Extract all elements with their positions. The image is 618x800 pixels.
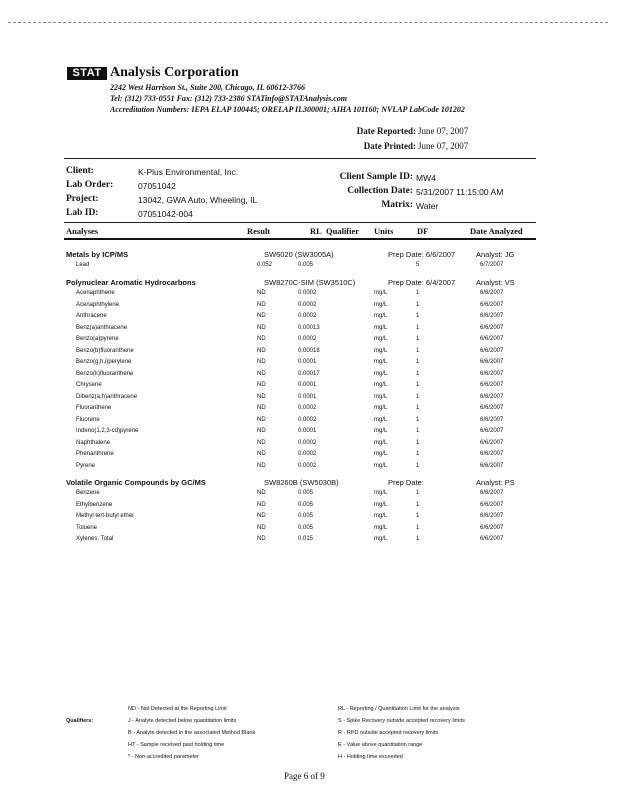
date-analyzed-value: 6/6/2007 [480, 536, 504, 542]
section-analyst: Analyst: VS [476, 278, 515, 287]
section-name: Polynuclear Aromatic Hydrocarbons [66, 278, 196, 287]
units-value: mg/L [374, 324, 388, 331]
result-value: ND [257, 370, 266, 377]
analyte-name: Anthracene [76, 313, 107, 319]
units-value: mg/L [374, 462, 388, 469]
qualifier-legend-item: B - Analyte detected in the associated Method Blank [128, 730, 256, 736]
rl-value: 0.0002 [298, 451, 317, 457]
collection-date-value: 5/31/2007 11:15:00 AM [416, 187, 504, 197]
units-value: mg/L [374, 347, 388, 354]
rl-value: 0.0002 [298, 416, 317, 423]
result-value: ND [257, 513, 266, 519]
analyte-name: Methyl tert-butyl ether [76, 513, 135, 519]
units-value: mg/L [374, 359, 388, 365]
date-analyzed-value: 6/6/2007 [480, 451, 504, 457]
col-result: Result [247, 226, 271, 236]
lab-id-label: Lab ID: [66, 208, 99, 218]
rl-value: 0.005 [298, 262, 314, 268]
client-value: K-Plus Environmental, Inc. [138, 167, 239, 177]
result-value: ND [257, 462, 266, 469]
section-prep-date: Prep Date: 6/6/2007 [388, 250, 456, 259]
date-analyzed-value: 6/6/2007 [480, 382, 504, 388]
units-value: mg/L [374, 416, 388, 423]
rl-value: 0.005 [298, 524, 314, 531]
date-analyzed-value: 6/6/2007 [480, 490, 504, 496]
units-value: mg/L [374, 524, 388, 531]
units-value: mg/L [374, 370, 388, 377]
col-units: Units [374, 226, 394, 236]
analyte-name: Fluoranthene [76, 405, 112, 411]
page-number: Page 6 of 9 [284, 771, 325, 781]
top-scan-line [8, 22, 608, 23]
result-value: ND [257, 290, 266, 296]
date-analyzed-value: 6/6/2007 [480, 501, 504, 508]
section-name: Volatile Organic Compounds by GC/MS [66, 478, 206, 487]
result-value: ND [257, 405, 266, 411]
qualifier-legend-item: RL - Reporting / Quantitation Limit for the analysis [338, 706, 460, 712]
analyte-name: Benzo(b)fluoranthene [76, 347, 134, 354]
result-value: ND [257, 490, 266, 496]
analyte-name: Benzo(k)fluoranthene [76, 370, 134, 377]
company-name: Analysis Corporation [110, 65, 239, 80]
result-value: ND [257, 301, 266, 308]
analyte-name: Dibenz(a,h)anthracene [76, 393, 138, 400]
df-value: 1 [416, 513, 420, 519]
df-value: 1 [416, 416, 420, 423]
df-value: 1 [416, 439, 420, 446]
analyte-name: Benz(a)anthracene [76, 324, 128, 331]
date-analyzed-value: 6/6/2007 [480, 370, 504, 377]
matrix-label: Matrix: [381, 200, 413, 210]
header-divider [64, 158, 536, 159]
accreditation-line: Accreditation Numbers: IEPA ELAP 100445; ORELAP IL300001; AIHA 101160; NVLAP LabCode 101202 [110, 105, 465, 114]
rl-value: 0.0002 [298, 405, 317, 411]
df-value: 1 [416, 359, 420, 365]
df-value: 1 [416, 347, 420, 354]
qualifier-legend-item: J - Analyte detected below quantitation limits [128, 718, 237, 724]
qualifier-legend-item: S - Spike Recovery outside accepted recovery limits [338, 718, 465, 724]
result-value: ND [257, 313, 266, 319]
col-rl: RL [310, 226, 322, 236]
section-method: SW8260B (SW5030B) [264, 478, 339, 487]
date-analyzed-value: 6/6/2007 [480, 359, 504, 365]
date-analyzed-value: 6/6/2007 [480, 313, 504, 319]
result-value: ND [257, 451, 266, 457]
analyte-name: Benzene [76, 490, 100, 496]
date-reported-value: June 07, 2007 [418, 126, 469, 136]
units-value: mg/L [374, 501, 388, 508]
sample-id-label: Client Sample ID: [339, 172, 413, 182]
stat-logo: STAT [67, 67, 107, 80]
section-method: SW6020 (SW3005A) [264, 250, 334, 259]
company-address: 2242 West Harrison St., Suite 200, Chicago, IL 60612-3766 [110, 83, 305, 92]
df-value: 1 [416, 501, 420, 508]
df-value: 1 [416, 370, 420, 377]
result-value: ND [257, 536, 266, 542]
rl-value: 0.00013 [298, 324, 320, 331]
col-analyses: Analyses [66, 226, 99, 236]
df-value: 1 [416, 313, 420, 319]
col-qualifier: Qualifier [326, 226, 360, 236]
qualifier-legend-item: H - Holding time exceeded [338, 754, 403, 760]
project-label: Project: [66, 194, 99, 204]
date-analyzed-value: 6/6/2007 [480, 336, 504, 342]
analyte-name: Phenanthrene [76, 451, 114, 457]
rl-value: 0.0002 [298, 462, 317, 469]
qualifier-legend-item: HT - Sample received past holding time [128, 742, 225, 748]
df-value: 1 [416, 536, 420, 542]
units-value: mg/L [374, 513, 388, 519]
rl-value: 0.00017 [298, 370, 320, 377]
result-value: ND [257, 428, 266, 434]
date-analyzed-value: 6/6/2007 [480, 439, 504, 446]
date-analyzed-value: 6/6/2007 [480, 393, 504, 400]
date-analyzed-value: 6/6/2007 [480, 347, 504, 354]
client-divider [64, 222, 536, 223]
date-analyzed-value: 6/6/2007 [480, 405, 504, 411]
date-analyzed-value: 6/6/2007 [480, 462, 504, 469]
collection-date-label: Collection Date: [347, 186, 413, 196]
units-value: mg/L [374, 451, 388, 457]
company-contact: Tel: (312) 733-0551 Fax: (312) 733-2386 STATinfo@STATAnalysis.com [110, 94, 347, 103]
lab-order-value: 07051042 [138, 181, 176, 191]
col-date-analyzed: Date Analyzed [470, 226, 523, 236]
df-value: 1 [416, 324, 420, 331]
analyte-name: Acenaphthylene [76, 301, 120, 308]
date-analyzed-value: 6/6/2007 [480, 513, 504, 519]
df-value: 1 [416, 462, 420, 469]
rl-value: 0.0001 [298, 428, 317, 434]
lab-order-label: Lab Order: [66, 180, 114, 190]
result-value: ND [257, 501, 266, 508]
df-value: 1 [416, 428, 420, 434]
analyte-name: Indeno(1,2,3-cd)pyrene [76, 428, 139, 434]
qualifier-legend-item: * - Non-accredited parameter [128, 754, 199, 760]
analyte-name: Chrysene [76, 382, 102, 388]
analyte-name: Benzo(a)pyrene [76, 336, 119, 342]
df-value: 1 [416, 524, 420, 531]
df-value: 5 [416, 262, 420, 268]
df-value: 1 [416, 336, 420, 342]
units-value: mg/L [374, 536, 388, 542]
result-value: ND [257, 393, 266, 400]
result-value: ND [257, 324, 266, 331]
section-name: Metals by ICP/MS [66, 250, 129, 259]
lab-id-value: 07051042-004 [138, 209, 193, 219]
rl-value: 0.0001 [298, 382, 317, 388]
date-analyzed-value: 6/6/2007 [480, 524, 504, 531]
analyte-name: Pyrene [76, 462, 96, 469]
result-value: ND [257, 382, 266, 388]
date-reported-label: Date Reported: [356, 126, 416, 136]
col-df: DF [417, 226, 429, 236]
result-value: ND [257, 439, 266, 446]
rl-value: 0.0001 [298, 359, 317, 365]
analyte-name: Lead [76, 262, 90, 268]
result-value: ND [257, 416, 266, 423]
analyte-name: Naphthalene [76, 439, 111, 446]
section-prep-date: Prep Date: 6/4/2007 [388, 278, 456, 287]
df-value: 1 [416, 382, 420, 388]
units-value: mg/L [374, 490, 388, 496]
units-value: mg/L [374, 382, 388, 388]
date-analyzed-value: 6/6/2007 [480, 290, 504, 296]
rl-value: 0.0002 [298, 313, 317, 319]
rl-value: 0.0002 [298, 336, 317, 342]
units-value: mg/L [374, 405, 388, 411]
rl-value: 0.0002 [298, 439, 317, 446]
rl-value: 0.0001 [298, 393, 317, 400]
rl-value: 0.015 [298, 536, 314, 542]
result-value: ND [257, 524, 266, 531]
units-value: mg/L [374, 313, 388, 319]
table-header-divider [64, 238, 536, 240]
df-value: 1 [416, 290, 420, 296]
df-value: 1 [416, 451, 420, 457]
section-analyst: Analyst: JG [476, 250, 515, 259]
analyte-name: Acenaphthene [76, 290, 115, 296]
df-value: 1 [416, 405, 420, 411]
units-value: mg/L [374, 301, 388, 308]
analyte-name: Ethylbenzene [76, 501, 113, 508]
date-analyzed-value: 6/6/2007 [480, 428, 504, 434]
analyte-name: Benzo(g,h,i)perylene [76, 359, 132, 365]
rl-value: 0.00018 [298, 347, 320, 354]
result-value: ND [257, 336, 266, 342]
qualifier-legend-item: R - RPD outside accepted recovery limits [338, 730, 439, 736]
date-printed-value: June 07, 2007 [418, 141, 469, 151]
units-value: mg/L [374, 393, 388, 400]
units-value: mg/L [374, 336, 388, 342]
rl-value: 0.005 [298, 490, 314, 496]
result-value: ND [257, 359, 266, 365]
df-value: 1 [416, 393, 420, 400]
df-value: 1 [416, 301, 420, 308]
rl-value: 0.005 [298, 513, 314, 519]
section-prep-date: Prep Date: [388, 478, 424, 487]
rl-value: 0.0002 [298, 301, 317, 308]
sample-id-value: MW4 [416, 173, 436, 183]
date-analyzed-value: 6/6/2007 [480, 324, 504, 331]
section-method: SW8270C-SIM (SW3510C) [264, 278, 356, 287]
analyte-name: Xylenes, Total [76, 536, 114, 542]
units-value: mg/L [374, 439, 388, 446]
result-value: 0.052 [257, 262, 273, 268]
date-analyzed-value: 6/6/2007 [480, 301, 504, 308]
units-value: mg/L [374, 290, 388, 296]
project-value: 13042, GWA Auto, Wheeling, IL [138, 195, 258, 205]
units-value: mg/L [374, 428, 388, 434]
df-value: 1 [416, 490, 420, 496]
result-value: ND [257, 347, 266, 354]
client-label: Client: [66, 166, 94, 176]
qualifier-legend-item: E - Value above quantitation range [338, 742, 423, 748]
section-analyst: Analyst: PS [476, 478, 515, 487]
matrix-value: Water [416, 201, 439, 211]
analyte-name: Toluene [76, 524, 98, 531]
qualifier-legend-item: ND - Not Detected at the Reporting Limit [128, 706, 227, 712]
date-analyzed-value: 6/6/2007 [480, 416, 504, 423]
rl-value: 0.0002 [298, 290, 317, 296]
rl-value: 0.005 [298, 501, 314, 508]
analyte-name: Fluorene [76, 416, 100, 423]
qualifiers-label: Qualifiers: [66, 718, 94, 724]
date-printed-label: Date Printed: [363, 141, 416, 151]
date-analyzed-value: 6/7/2007 [480, 262, 504, 268]
